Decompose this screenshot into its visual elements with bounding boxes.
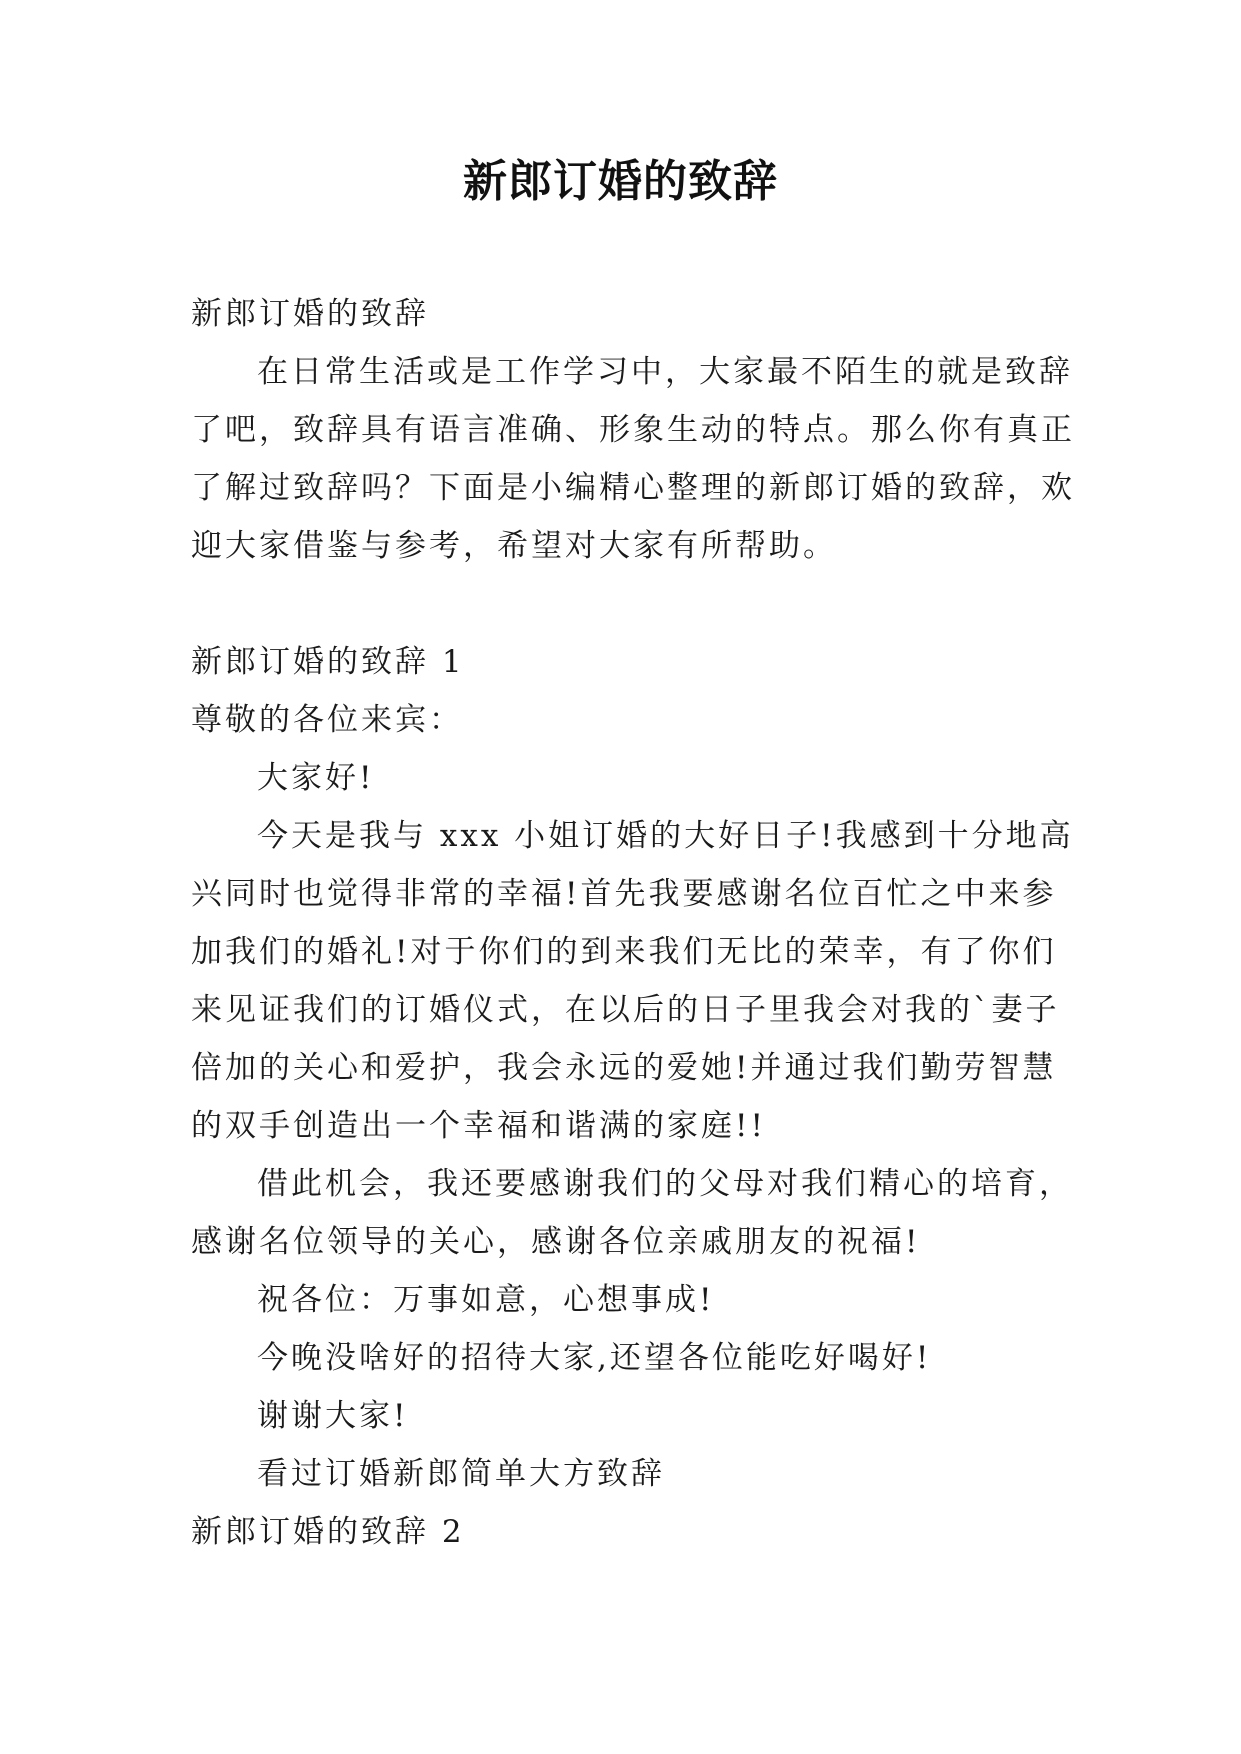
evening-line: 今晚没啥好的招待大家,还望各位能吃好喝好! bbox=[257, 1340, 932, 1376]
speech-line: 今天是我与 xxx 小姐订婚的大好日子!我感到十分地高 bbox=[257, 818, 1074, 854]
document-body bbox=[191, 285, 1075, 1561]
section1-heading: 新郎订婚的致辞 1 bbox=[191, 644, 465, 680]
intro-line: 在日常生活或是工作学习中，大家最不陌生的就是致辞 bbox=[257, 354, 1073, 390]
document-title: 新郎订婚的致辞 bbox=[463, 156, 778, 207]
intro-line: 迎大家借鉴与参考，希望对大家有所帮助。 bbox=[191, 528, 837, 564]
blank-line bbox=[191, 575, 1061, 633]
speech-paragraph-2 bbox=[191, 1155, 1073, 1271]
intro-paragraph bbox=[191, 343, 1075, 575]
speech-line: 借此机会，我还要感谢我们的父母对我们精心的培育， bbox=[257, 1166, 1073, 1202]
thanks-line: 谢谢大家! bbox=[257, 1398, 409, 1434]
speech-paragraph-1 bbox=[191, 807, 1074, 1155]
related-article-link[interactable]: 看过订婚新郎简单大方致辞 bbox=[257, 1456, 665, 1492]
speech-line: 感谢名位领导的关心，感谢各位亲戚朋友的祝福! bbox=[191, 1224, 921, 1260]
intro-line: 了吧，致辞具有语言准确、形象生动的特点。那么你有真正 bbox=[191, 412, 1075, 448]
greeting: 大家好! bbox=[257, 760, 375, 796]
speech-line: 倍加的关心和爱护，我会永远的爱她!并通过我们勤劳智慧 bbox=[191, 1050, 1057, 1086]
wish-line: 祝各位：万事如意，心想事成! bbox=[257, 1282, 715, 1318]
intro-line: 了解过致辞吗？下面是小编精心整理的新郎订婚的致辞，欢 bbox=[191, 470, 1075, 506]
speech-line: 兴同时也觉得非常的幸福!首先我要感谢名位百忙之中来参 bbox=[191, 876, 1057, 912]
speech-line: 的双手创造出一个幸福和谐满的家庭!! bbox=[191, 1108, 766, 1144]
speech-line: 来见证我们的订婚仪式，在以后的日子里我会对我的`妻子 bbox=[191, 992, 1060, 1028]
section2-heading: 新郎订婚的致辞 2 bbox=[191, 1514, 465, 1550]
salutation: 尊敬的各位来宾： bbox=[191, 702, 463, 738]
intro-heading: 新郎订婚的致辞 bbox=[191, 296, 429, 332]
speech-line: 加我们的婚礼!对于你们的到来我们无比的荣幸，有了你们 bbox=[191, 934, 1057, 970]
